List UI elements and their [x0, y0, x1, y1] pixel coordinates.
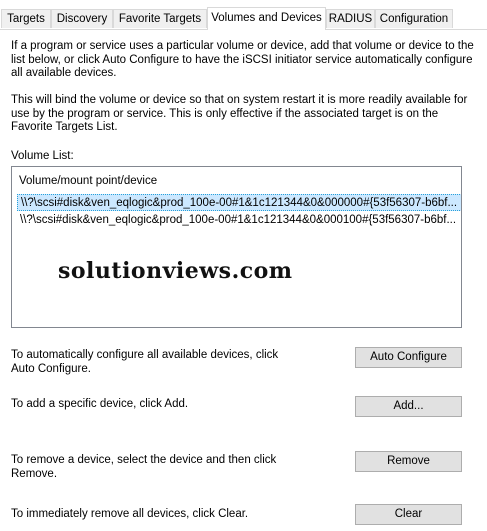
add-button[interactable]: Add...: [355, 396, 462, 417]
auto-configure-button[interactable]: Auto Configure: [355, 347, 462, 368]
tab-favorite-targets[interactable]: Favorite Targets: [113, 9, 207, 28]
clear-description: To immediately remove all devices, click Clear.: [11, 508, 249, 520]
volume-listbox[interactable]: [11, 166, 462, 328]
auto-configure-description: To automatically configure all available devices, click Auto Configure.: [11, 349, 279, 375]
clear-button[interactable]: Clear: [355, 504, 462, 525]
volume-list-label: Volume List:: [11, 150, 74, 162]
volume-list-column-header: Volume/mount point/device: [19, 175, 158, 187]
tab-radius[interactable]: RADIUS: [326, 9, 375, 28]
tab-targets[interactable]: Targets: [1, 9, 51, 28]
tab-strip: [0, 8, 487, 29]
tab-volumes-and-devices[interactable]: Volumes and Devices: [207, 7, 326, 30]
tab-configuration[interactable]: Configuration: [375, 9, 453, 28]
volume-list-item[interactable]: \\?\scsi#disk&ven_eqlogic&prod_100e-00#1&1c121344&0&000000#{53f56307-b6bf...: [17, 194, 462, 211]
intro-paragraph-1: If a program or service uses a particular volume or device, add that volume or device to the list below, or click Auto Configure to have the iSCSI initiator service automatically configure all available devices.: [11, 40, 474, 79]
watermark: solutionviews.com: [58, 258, 293, 284]
remove-description: To remove a device, select the device and then click Remove.: [11, 454, 277, 480]
volume-list-item[interactable]: \\?\scsi#disk&ven_eqlogic&prod_100e-00#1&1c121344&0&000100#{53f56307-b6bf...: [20, 214, 457, 226]
remove-button[interactable]: Remove: [355, 451, 462, 472]
intro-paragraph-2: This will bind the volume or device so that on system restart it is more readily available for use by the program or service. This is only effective if the associated target is on the Favorite Targets List.: [11, 94, 468, 133]
add-description: To add a specific device, click Add.: [11, 398, 189, 410]
tab-discovery[interactable]: Discovery: [51, 9, 113, 28]
